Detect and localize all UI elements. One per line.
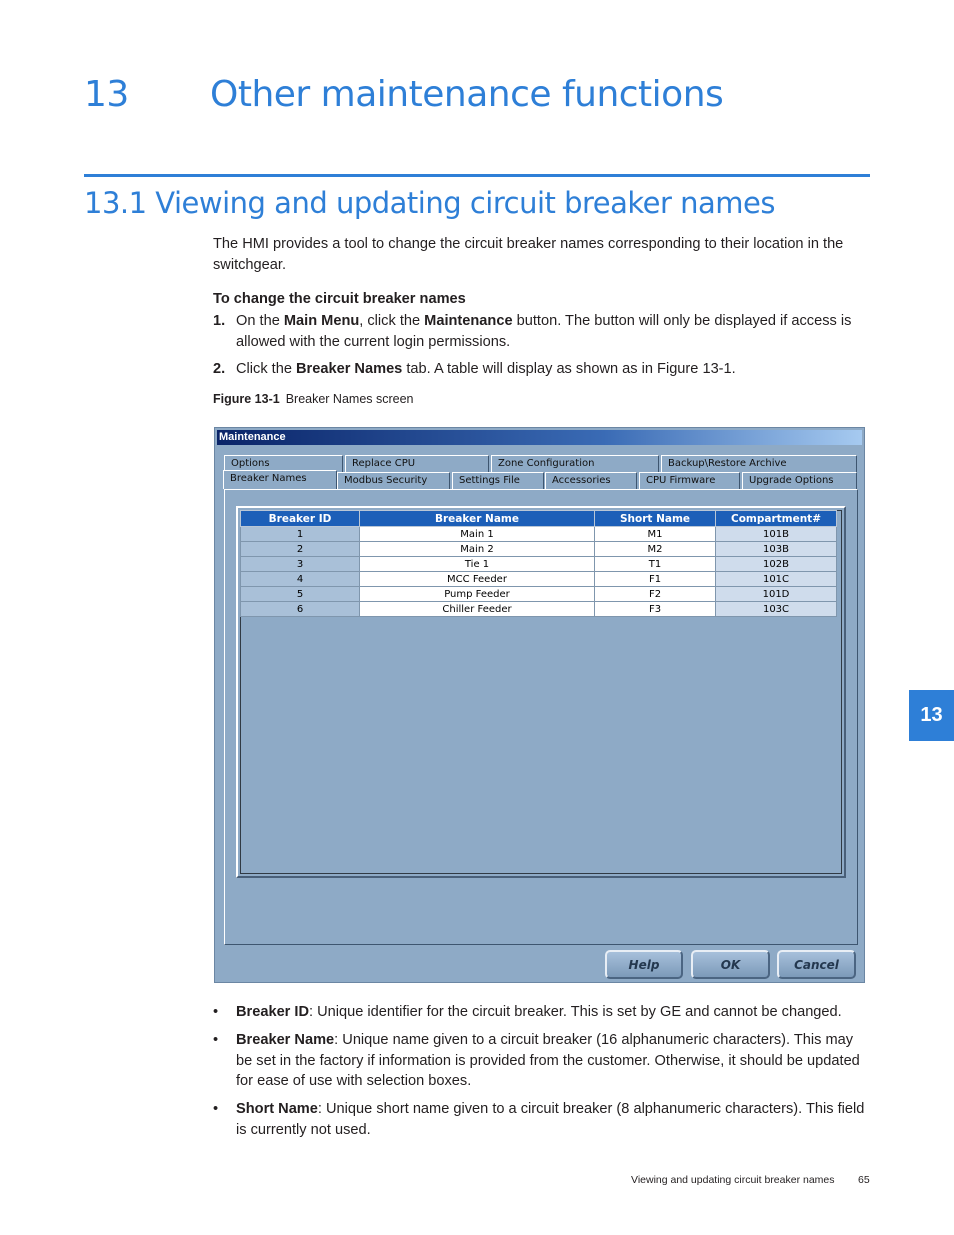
cell-breaker-id[interactable]: 5	[241, 587, 360, 602]
cell-short-name[interactable]: T1	[595, 557, 716, 572]
tab-breaker-names[interactable]: Breaker Names	[223, 470, 337, 489]
help-button[interactable]: Help	[605, 950, 683, 979]
table-row[interactable]	[241, 557, 837, 572]
section-divider	[84, 174, 870, 177]
cell-breaker-id[interactable]: 2	[241, 542, 360, 557]
step-emphasis: Breaker Names	[296, 361, 403, 377]
tab-upgrade-options[interactable]: Upgrade Options	[742, 472, 857, 489]
cell-compartment[interactable]: 102B	[716, 557, 837, 572]
intro-paragraph: The HMI provides a tool to change the circuit breaker names corresponding to their location in the switchgear.	[213, 236, 844, 273]
procedure-step-2	[213, 359, 873, 380]
step-emphasis: Maintenance	[424, 313, 513, 329]
column-header-breaker-name[interactable]: Breaker Name	[360, 511, 595, 527]
ok-button[interactable]: OK	[691, 950, 770, 979]
procedure-step-1	[213, 311, 873, 353]
cell-compartment[interactable]: 101C	[716, 572, 837, 587]
cell-breaker-name[interactable]: Pump Feeder	[360, 587, 595, 602]
tab-accessories[interactable]: Accessories	[545, 472, 637, 489]
bullet-dot: •	[213, 1032, 219, 1048]
cell-breaker-name[interactable]: MCC Feeder	[360, 572, 595, 587]
cell-breaker-id[interactable]: 4	[241, 572, 360, 587]
bullet-term: Breaker Name	[236, 1032, 335, 1048]
cancel-button[interactable]: Cancel	[777, 950, 856, 979]
step-text: , click the	[359, 313, 425, 329]
step-text: tab. A table will display as shown as in Figure 13-1.	[402, 361, 736, 377]
chapter-side-tab: 13	[909, 690, 954, 741]
bullet-text: : Unique identifier for the circuit breaker. This is set by GE and cannot be changed.	[309, 1004, 842, 1020]
cell-breaker-id[interactable]: 1	[241, 527, 360, 542]
cell-compartment[interactable]: 103B	[716, 542, 837, 557]
bullet-dot: •	[213, 1004, 219, 1020]
cell-breaker-name[interactable]: Main 1	[360, 527, 595, 542]
figure-label: Figure 13-1	[213, 392, 280, 406]
column-header-breaker-id[interactable]: Breaker ID	[241, 511, 360, 527]
bullet-term: Breaker ID	[236, 1004, 310, 1020]
tab-modbus-security[interactable]: Modbus Security	[337, 472, 450, 489]
table-row[interactable]	[241, 587, 837, 602]
tab-backup-restore-archive[interactable]: Backup\Restore Archive	[661, 455, 857, 472]
cell-short-name[interactable]: M1	[595, 527, 716, 542]
column-header-short-name[interactable]: Short Name	[595, 511, 716, 527]
tab-cpu-firmware[interactable]: CPU Firmware	[639, 472, 740, 489]
window-titlebar: Maintenance	[217, 430, 862, 445]
bullet-short-name	[213, 1099, 873, 1140]
step-emphasis: Main Menu	[283, 313, 360, 329]
table-row[interactable]	[241, 572, 837, 587]
chapter-number: 13	[84, 74, 129, 115]
step-text: On the	[236, 313, 284, 329]
step-number: 1.	[213, 313, 226, 329]
breaker-names-table	[240, 510, 837, 617]
cell-short-name[interactable]: M2	[595, 542, 716, 557]
tab-options[interactable]: Options	[224, 455, 343, 472]
bullet-breaker-name	[213, 1030, 873, 1092]
cell-breaker-id[interactable]: 6	[241, 602, 360, 617]
cell-compartment[interactable]: 101B	[716, 527, 837, 542]
tab-zone-configuration[interactable]: Zone Configuration	[491, 455, 659, 472]
table-row[interactable]	[241, 527, 837, 542]
bullet-text: : Unique short name given to a circuit breaker (8 alphanumeric characters). This field is currently not used.	[236, 1101, 865, 1138]
footer-page-number: 65	[858, 1174, 870, 1186]
cell-breaker-name[interactable]: Main 2	[360, 542, 595, 557]
tab-replace-cpu[interactable]: Replace CPU	[345, 455, 489, 472]
cell-short-name[interactable]: F2	[595, 587, 716, 602]
tab-settings-file[interactable]: Settings File	[452, 472, 544, 489]
step-text: Click the	[236, 361, 297, 377]
bullet-dot: •	[213, 1101, 219, 1117]
figure-caption-text: Breaker Names screen	[285, 392, 414, 406]
step-text: button. The button will only be displayed if access is allowed with the current login permissions.	[236, 313, 852, 350]
cell-breaker-name[interactable]: Chiller Feeder	[360, 602, 595, 617]
cell-compartment[interactable]: 103C	[716, 602, 837, 617]
section-title: 13.1 Viewing and updating circuit breaker names	[84, 186, 776, 220]
cell-compartment[interactable]: 101D	[716, 587, 837, 602]
column-header-compartment[interactable]: Compartment#	[716, 511, 837, 527]
chapter-title: Other maintenance functions	[210, 74, 724, 115]
footer-section-title: Viewing and updating circuit breaker names	[631, 1174, 835, 1186]
step-number: 2.	[213, 361, 226, 377]
maintenance-window	[214, 427, 865, 983]
bullet-term: Short Name	[236, 1101, 318, 1117]
procedure-heading: To change the circuit breaker names	[213, 291, 466, 307]
cell-short-name[interactable]: F1	[595, 572, 716, 587]
bullet-text: : Unique name given to a circuit breaker (16 alphanumeric characters). This may be set in the factory if information is provided from the customer. Otherwise, it should be updated for ease of use with selection boxes.	[236, 1032, 860, 1089]
figure-caption	[213, 392, 414, 406]
bullet-breaker-id	[213, 1002, 873, 1023]
cell-breaker-id[interactable]: 3	[241, 557, 360, 572]
table-row[interactable]	[241, 602, 837, 617]
table-row[interactable]	[241, 542, 837, 557]
cell-breaker-name[interactable]: Tie 1	[360, 557, 595, 572]
cell-short-name[interactable]: F3	[595, 602, 716, 617]
